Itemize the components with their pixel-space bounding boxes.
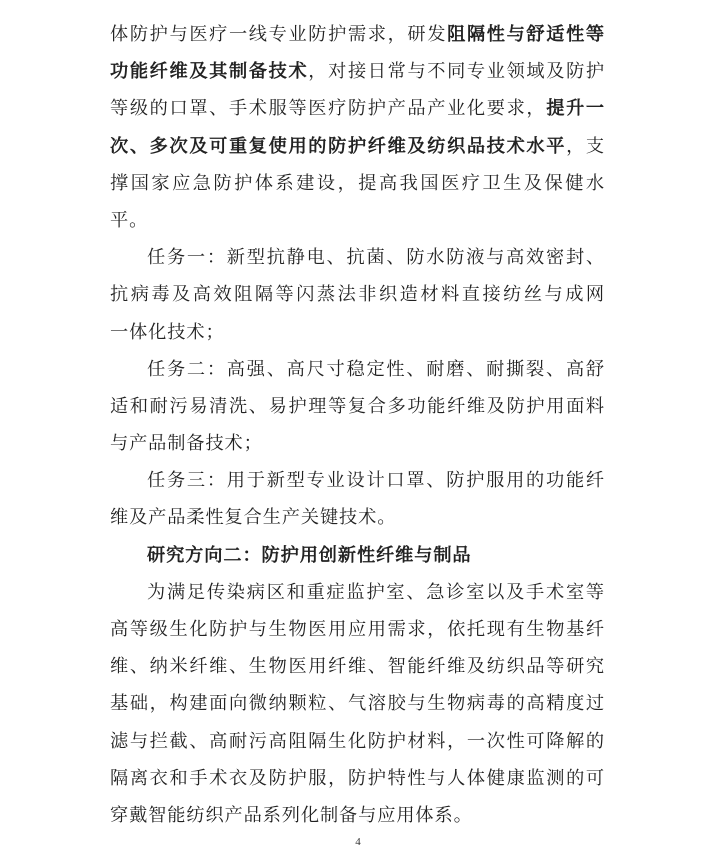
task-line: 任务二：高强、高尺寸稳定性、耐磨、耐撕裂、高舒 (147, 358, 605, 380)
task-line: 任务一：新型抗静电、抗菌、防水防液与高效密封、 (147, 247, 605, 269)
text-run: ，支 (566, 135, 605, 157)
paragraph-line: 维、纳米纤维、生物医用纤维、智能纤维及纺织品等研究 (110, 656, 605, 678)
paragraph-line: 隔离衣和手术衣及防护服，防护特性与人体健康监测的可 (110, 767, 605, 789)
paragraph-line: 撑国家应急防护体系建设，提高我国医疗卫生及保健水 (110, 172, 605, 194)
paragraph-line: 滤与拦截、高耐污高阻隔生化防护材料，一次性可降解的 (110, 730, 605, 752)
paragraph-line: 为满足传染病区和重症监护室、急诊室以及手术室等 (147, 581, 605, 603)
text-run: 体防护与医疗一线专业防护需求，研发 (110, 24, 448, 45)
bold-text-run: 阻隔性与舒适性等 (447, 24, 605, 45)
paragraph-line (110, 128, 605, 165)
paragraph-line (110, 90, 605, 127)
task-line: 与产品制备技术； (110, 433, 263, 455)
paragraph-line (110, 16, 605, 53)
text-run: 等级的口罩、手术服等医疗防护产品产业化要求， (110, 98, 547, 120)
section-heading: 研究方向二：防护用创新性纤维与制品 (147, 544, 472, 566)
paragraph-line (110, 53, 605, 90)
paragraph-line: 穿戴智能纺织产品系列化制备与应用体系。 (110, 804, 473, 826)
task-line: 一体化技术； (110, 321, 225, 343)
bold-text-run: 功能纤维及其制备技术 (110, 61, 309, 83)
paragraph-line: 高等级生化防护与生物医用应用需求，依托现有生物基纤 (110, 619, 605, 640)
bold-text-run: 提升一 (546, 98, 605, 120)
task-line: 维及产品柔性复合生产关键技术。 (110, 507, 397, 529)
page-body (110, 16, 605, 834)
paragraph-line: 平。 (110, 209, 149, 231)
task-line: 任务三：用于新型专业设计口罩、防护服用的功能纤 (147, 470, 605, 492)
text-run: ，对接日常与不同专业领域及防护 (308, 61, 605, 83)
bold-text-run: 次、多次及可重复使用的防护纤维及纺织品技术水平 (110, 135, 567, 157)
paragraph-line: 基础，构建面向微纳颗粒、气溶胶与生物病毒的高精度过 (110, 693, 605, 715)
page-number: 4 (355, 836, 361, 848)
task-line: 适和耐污易清洗、易护理等复合多功能纤维及防护用面料 (110, 395, 605, 417)
task-line: 抗病毒及高效阻隔等闪蒸法非织造材料直接纺丝与成网 (110, 284, 605, 306)
